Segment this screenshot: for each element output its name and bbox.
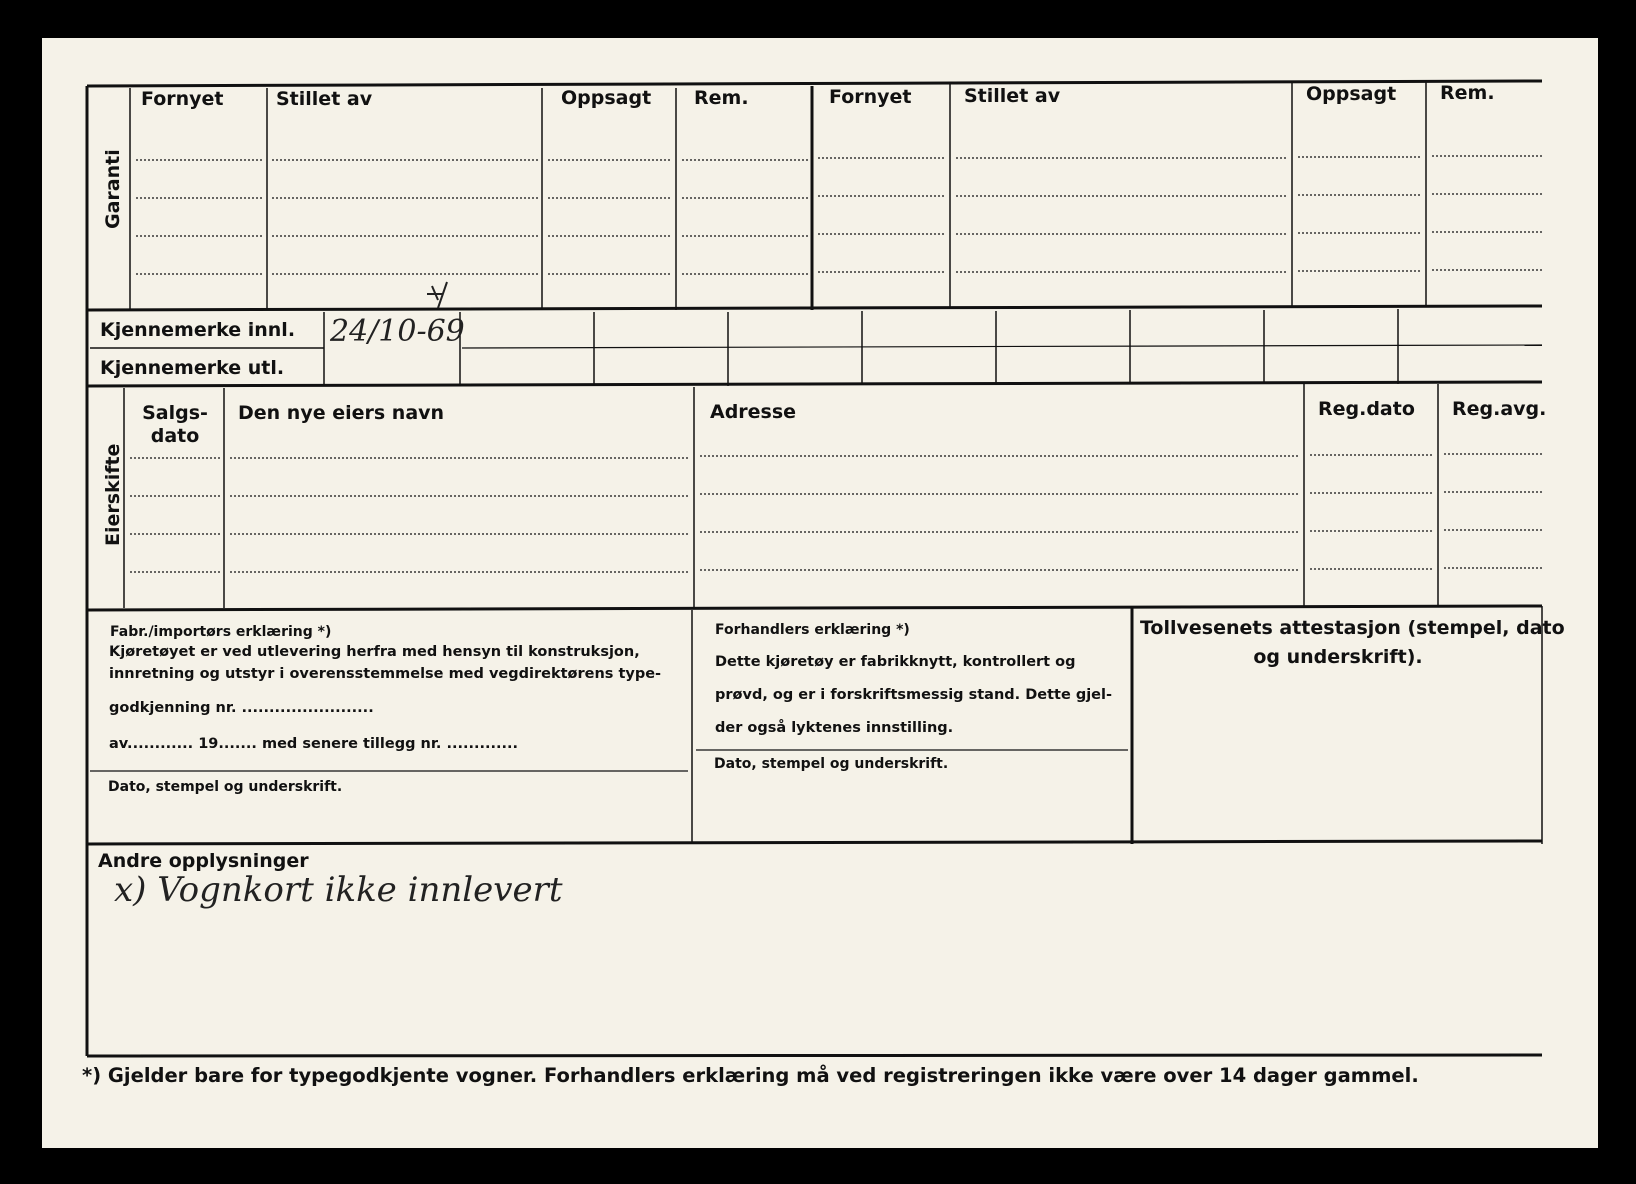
nye-eiers-navn-header: Den nye eiers navn bbox=[238, 402, 445, 424]
eierskifte-section-label: Eierskifte bbox=[102, 443, 124, 546]
footnote: *) Gjelder bare for typegodkjente vogner. Forhandlers erklæring må ved registreringen ikke være over 14 dager gammel. bbox=[82, 1064, 1419, 1087]
forhandler-text: Dette kjøretøy er fabrikknytt, kontrollert og prøvd, og er i forskriftsmessig stand. Dette gjel- der også lyktenes innstilling. bbox=[715, 654, 1113, 736]
forhandler-title: Forhandlers erklæring *) bbox=[715, 622, 910, 638]
salgsdato-header: Salgs- dato bbox=[142, 402, 208, 447]
garanti-oppsagt-header-2: Oppsagt bbox=[1306, 83, 1397, 105]
forhandler-signature-label: Dato, stempel og underskrift. bbox=[714, 756, 949, 772]
garanti-stillet-av-header: Stillet av bbox=[276, 88, 373, 110]
form-grid-lines bbox=[42, 38, 1598, 1148]
adresse-header: Adresse bbox=[710, 401, 797, 423]
fabrikant-signature-label: Dato, stempel og underskrift. bbox=[108, 779, 343, 795]
garanti-rem-header-2: Rem. bbox=[1440, 82, 1495, 104]
registration-card bbox=[42, 38, 1598, 1148]
garanti-oppsagt-header: Oppsagt bbox=[561, 87, 652, 109]
kjennemerke-innl-label: Kjennemerke innl. bbox=[100, 319, 296, 341]
garanti-rem-header: Rem. bbox=[694, 87, 749, 109]
regavg-header: Reg.avg. bbox=[1452, 398, 1547, 420]
fabrikant-text: Kjøretøyet er ved utlevering herfra med hensyn til konstruksjon, innretning og utstyr i overensstemmelse med vegdirektørens type- godkjenning nr. ........................ av............ 19....... med senere tillegg nr. ............. bbox=[109, 644, 662, 752]
kjennemerke-innl-value: 24/10-69 bbox=[330, 314, 465, 349]
garanti-stillet-av-header-2: Stillet av bbox=[964, 85, 1061, 107]
garanti-fornyet-header-2: Fornyet bbox=[829, 86, 912, 108]
andre-opplysninger-label: Andre opplysninger bbox=[98, 850, 309, 872]
garanti-section-label: Garanti bbox=[102, 149, 124, 229]
regdato-header: Reg.dato bbox=[1318, 398, 1415, 420]
andre-opplysninger-handwritten: x) Vognkort ikke innlevert bbox=[114, 870, 563, 910]
toll-attestasjon: Tollvesenets attestasjon (stempel, dato og underskrift). bbox=[1140, 617, 1565, 668]
fabrikant-title: Fabr./importørs erklæring *) bbox=[110, 624, 332, 640]
garanti-fornyet-header: Fornyet bbox=[141, 88, 224, 110]
kjennemerke-utl-label: Kjennemerke utl. bbox=[100, 357, 285, 379]
